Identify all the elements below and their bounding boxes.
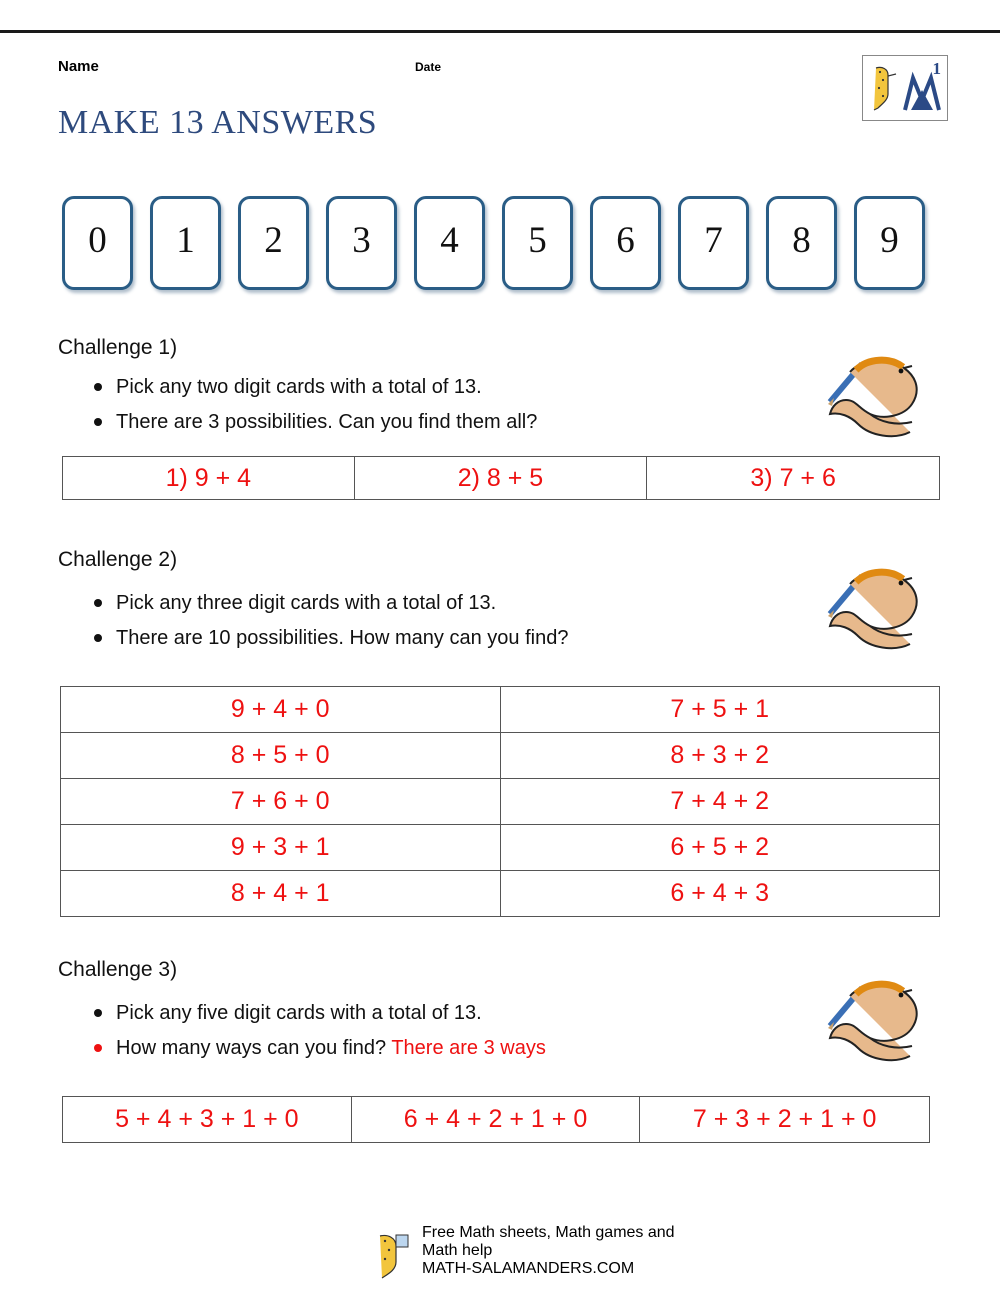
answer-cell[interactable]: 2) 8 + 5 [354,457,647,500]
bullet-text: Pick any three digit cards with a total of 13. [116,592,497,614]
math-salamanders-logo [862,55,948,121]
digit-card-label: 8 [792,220,811,261]
digit-card-label: 9 [880,220,899,261]
top-divider [0,30,1000,33]
list-item [86,1000,786,1027]
list-item [86,625,806,652]
digit-card-label: 0 [88,220,107,261]
digit-card-2[interactable] [238,196,309,290]
bullet-dot-icon [94,599,102,607]
digit-card-3[interactable] [326,196,397,290]
digit-card-4[interactable] [414,196,485,290]
footer [370,1224,700,1284]
answer-cell[interactable]: 5 + 4 + 3 + 1 + 0 [63,1097,352,1143]
footer-salamander-icon [370,1230,416,1282]
table-row [63,457,940,500]
answer-cell[interactable]: 7 + 6 + 0 [61,779,501,825]
answer-cell[interactable]: 6 + 5 + 2 [500,825,940,871]
table-row [61,687,940,733]
bullet-text: How many ways can you find? [116,1037,392,1059]
footer-site-name[interactable]: MATH-SALAMANDERS.COM [422,1260,635,1277]
list-item [86,374,786,401]
challenge-2-bullets [86,590,806,660]
bullet-text: Pick any two digit cards with a total of 13. [116,376,482,398]
digit-card-8[interactable] [766,196,837,290]
digit-card-6[interactable] [590,196,661,290]
answer-cell[interactable]: 8 + 4 + 1 [61,871,501,917]
table-row [61,779,940,825]
challenge-3-answer-table [62,1096,930,1143]
bullet-text: Pick any five digit cards with a total of 13. [116,1002,482,1024]
digit-card-label: 4 [440,220,459,261]
digit-card-label: 2 [264,220,283,261]
table-row [61,733,940,779]
page-title: MAKE 13 ANSWERS [58,104,378,141]
list-item [86,409,786,436]
bullet-dot-icon [94,418,102,426]
answer-cell[interactable]: 7 + 5 + 1 [500,687,940,733]
challenge-1-heading: Challenge 1) [58,336,178,359]
footer-text [422,1224,702,1278]
name-label: Name [58,58,99,75]
digit-card-0[interactable] [62,196,133,290]
digit-card-5[interactable] [502,196,573,290]
table-row [63,1097,930,1143]
bullet-dot-icon [94,383,102,391]
answer-cell[interactable]: 9 + 3 + 1 [61,825,501,871]
bullet-text: There are 3 possibilities. Can you find them all? [116,411,538,433]
footer-tagline: Free Math sheets, Math games and Math help [422,1224,675,1259]
date-label: Date [415,60,442,74]
answer-cell[interactable]: 6 + 4 + 3 [500,871,940,917]
salamander-with-pencil-icon-2 [800,556,930,656]
answer-cell[interactable]: 7 + 4 + 2 [500,779,940,825]
digit-card-label: 6 [616,220,635,261]
salamander-with-pencil-icon-1 [800,344,930,444]
level-number: 1 [932,59,941,78]
answer-cell[interactable]: 9 + 4 + 0 [61,687,501,733]
table-row [61,825,940,871]
challenge-2-answer-table [60,686,940,917]
digit-card-label: 5 [528,220,547,261]
list-item [86,590,806,617]
digit-card-label: 7 [704,220,723,261]
answer-cell[interactable]: 7 + 3 + 2 + 1 + 0 [640,1097,930,1143]
bullet-answer-text: There are 3 ways [391,1037,546,1059]
answer-cell[interactable]: 3) 7 + 6 [647,457,940,500]
answer-cell[interactable]: 6 + 4 + 2 + 1 + 0 [351,1097,640,1143]
answer-cell[interactable]: 1) 9 + 4 [63,457,355,500]
header-fields [58,58,942,82]
challenge-3-bullets [86,1000,786,1070]
table-row [61,871,940,917]
challenge-1-bullets [86,374,786,444]
digit-card-label: 3 [352,220,371,261]
bullet-dot-icon [94,1044,102,1052]
bullet-dot-icon [94,1009,102,1017]
challenge-2-heading: Challenge 2) [58,548,178,571]
salamander-with-pencil-icon-3 [800,968,930,1068]
digit-card-row [62,196,942,296]
salamander-logo-icon [868,64,902,114]
digit-card-9[interactable] [854,196,925,290]
digit-card-label: 1 [176,220,195,261]
list-item [86,1035,786,1062]
bullet-dot-icon [94,634,102,642]
answer-cell[interactable]: 8 + 5 + 0 [61,733,501,779]
answer-cell[interactable]: 8 + 3 + 2 [500,733,940,779]
digit-card-1[interactable] [150,196,221,290]
digit-card-7[interactable] [678,196,749,290]
bullet-text: There are 10 possibilities. How many can you find? [116,627,569,649]
challenge-1-answer-table [62,456,940,500]
challenge-3-heading: Challenge 3) [58,958,178,981]
